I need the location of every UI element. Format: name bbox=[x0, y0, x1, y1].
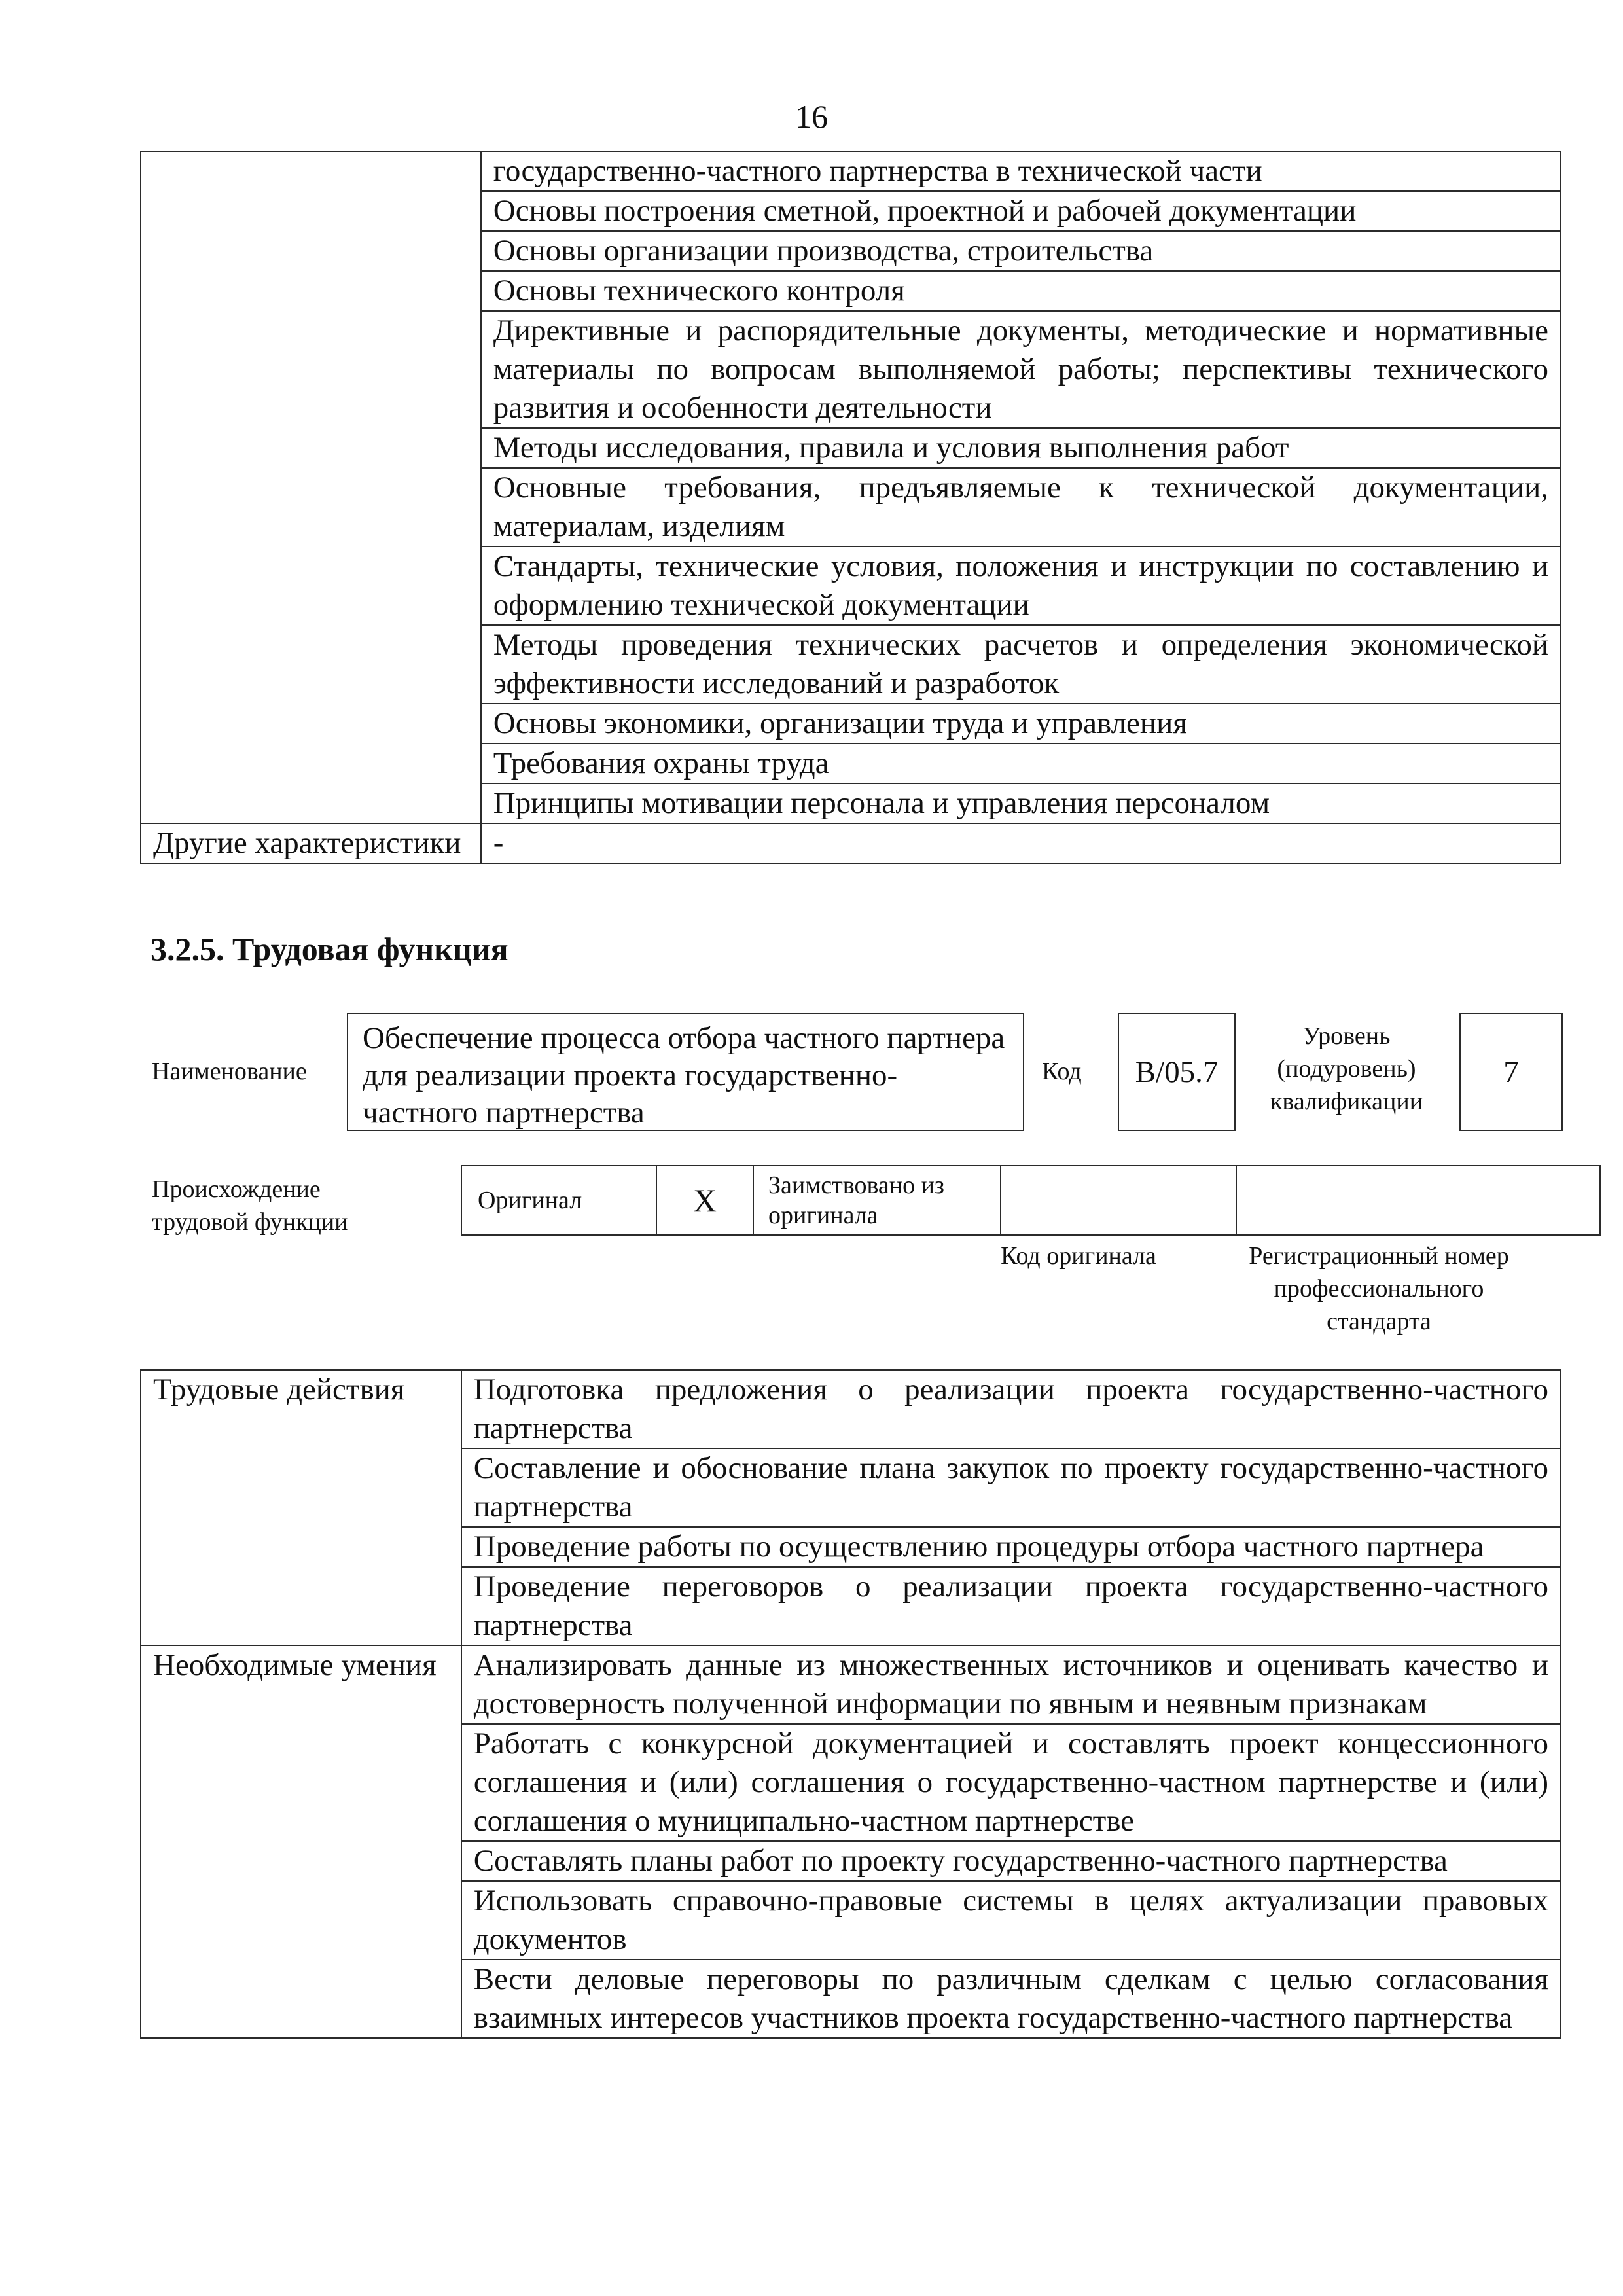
knowledge-row: Основы технического контроля bbox=[481, 271, 1561, 311]
knowledge-row: Методы исследования, правила и условия выполнения работ bbox=[481, 428, 1561, 468]
level-label-line-1: Уровень bbox=[1302, 1022, 1391, 1050]
function-name-box: Обеспечение процесса отбора частного партнера для реализации проекта государственно-частного партнерства bbox=[347, 1013, 1024, 1131]
registration-number-cell bbox=[1236, 1166, 1600, 1235]
labor-actions-label: Трудовые действия bbox=[141, 1370, 461, 1645]
original-code-caption: Код оригинала bbox=[1001, 1242, 1156, 1270]
borrowed-label-cell: Заимствовано из оригинала bbox=[753, 1166, 1001, 1235]
level-label-line-3: квалификации bbox=[1270, 1088, 1423, 1115]
code-label: Код bbox=[1042, 1058, 1082, 1085]
original-code-cell bbox=[1001, 1166, 1236, 1235]
labor-action-row: Проведение переговоров о реализации проекта государственно-частного партнерства bbox=[461, 1567, 1561, 1645]
reg-number-caption-line-1: Регистрационный номер bbox=[1249, 1242, 1509, 1270]
knowledge-row: Требования охраны труда bbox=[481, 744, 1561, 783]
origin-table bbox=[461, 1165, 1601, 1236]
skill-row: Использовать справочно-правовые системы в целях актуализации правовых документов bbox=[461, 1881, 1561, 1960]
origin-label-line-2: трудовой функции bbox=[152, 1208, 348, 1236]
level-label-line-2: (подуровень) bbox=[1277, 1055, 1416, 1083]
knowledge-label-cell bbox=[141, 151, 481, 823]
original-mark-cell: X bbox=[656, 1166, 753, 1235]
skill-row: Составлять планы работ по проекту государственно-частного партнерства bbox=[461, 1841, 1561, 1881]
original-label-cell: Оригинал bbox=[461, 1166, 656, 1235]
skill-row: Работать с конкурсной документацией и составлять проект концессионного соглашения и (или) соглашения о государственно-частном партнерстве и (или) соглашения о муниципально-частном партнерстве bbox=[461, 1724, 1561, 1841]
origin-label-line-1: Происхождение bbox=[152, 1175, 321, 1203]
knowledge-row: Директивные и распорядительные документы, методические и нормативные материалы по вопросам выполняемой работы; перспективы технического развития и особенности деятельности bbox=[481, 311, 1561, 428]
section-heading: 3.2.5. Трудовая функция bbox=[151, 931, 508, 967]
reg-number-caption-line-3: стандарта bbox=[1327, 1308, 1431, 1335]
reg-number-caption-line-2: профессионального bbox=[1274, 1275, 1484, 1302]
labor-action-row: Составление и обоснование плана закупок по проекту государственно-частного партнерства bbox=[461, 1448, 1561, 1527]
labor-action-row: Подготовка предложения о реализации проекта государственно-частного партнерства bbox=[461, 1370, 1561, 1448]
other-characteristics-value: - bbox=[481, 823, 1561, 863]
required-skills-label: Необходимые умения bbox=[141, 1645, 461, 2038]
knowledge-row: Основные требования, предъявляемые к технической документации, материалам, изделиям bbox=[481, 468, 1561, 547]
knowledge-row: государственно-частного партнерства в технической части bbox=[481, 151, 1561, 191]
labor-actions-table bbox=[140, 1369, 1561, 2039]
knowledge-row: Стандарты, технические условия, положения и инструкции по составлению и оформлению технической документации bbox=[481, 547, 1561, 625]
skill-row: Вести деловые переговоры по различным сделкам с целью согласования взаимных интересов участников проекта государственно-частного партнерства bbox=[461, 1960, 1561, 2038]
page-number: 16 bbox=[795, 98, 828, 135]
qualification-level-box: 7 bbox=[1459, 1013, 1563, 1131]
name-label: Наименование bbox=[152, 1058, 307, 1085]
skill-row: Анализировать данные из множественных источников и оценивать качество и достоверность полученной информации по явным и неявным признакам bbox=[461, 1645, 1561, 1724]
function-code-box: B/05.7 bbox=[1118, 1013, 1236, 1131]
knowledge-row: Основы экономики, организации труда и управления bbox=[481, 704, 1561, 744]
other-characteristics-label: Другие характеристики bbox=[141, 823, 481, 863]
knowledge-row: Принципы мотивации персонала и управления персоналом bbox=[481, 783, 1561, 823]
knowledge-row: Основы организации производства, строительства bbox=[481, 231, 1561, 271]
labor-action-row: Проведение работы по осуществлению процедуры отбора частного партнера bbox=[461, 1527, 1561, 1567]
knowledge-table bbox=[140, 151, 1561, 864]
knowledge-row: Методы проведения технических расчетов и определения экономической эффективности исследований и разработок bbox=[481, 625, 1561, 704]
knowledge-row: Основы построения сметной, проектной и рабочей документации bbox=[481, 191, 1561, 231]
